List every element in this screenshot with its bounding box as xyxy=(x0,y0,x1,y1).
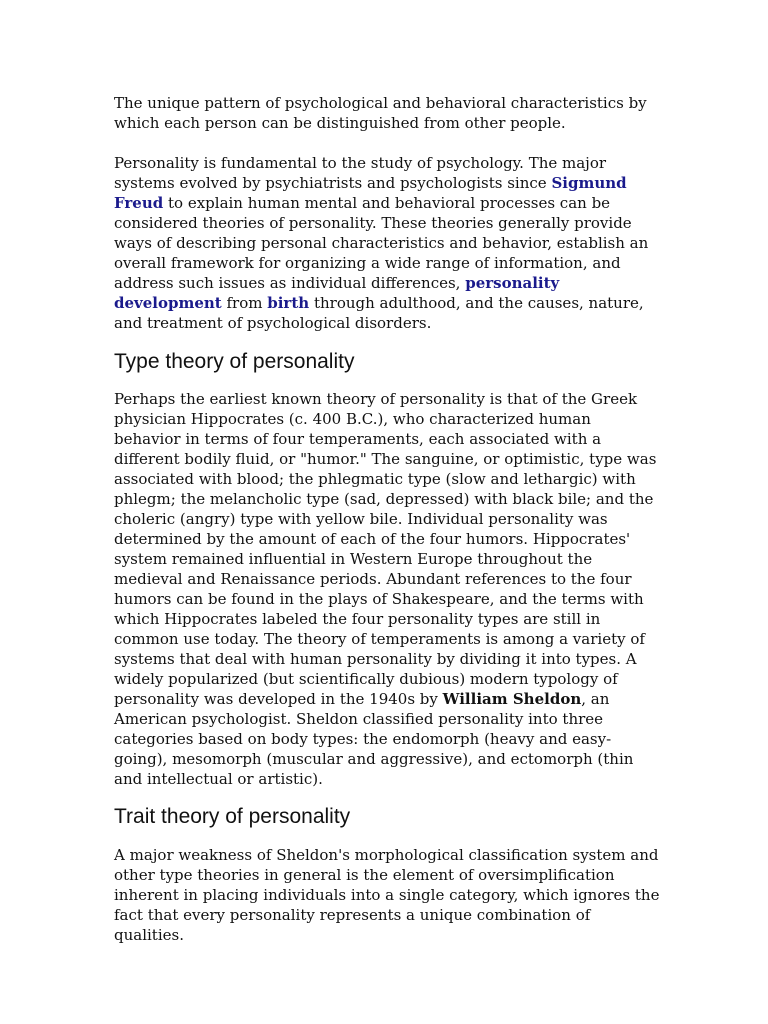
intro-text-2: to explain human mental and behavioral processes can be considered theories of personality. These theories generally provide ways of describing personal characteristics and behavior, establish an overall framework for organizing a wide range of information, and address such issues as individual differences, xyxy=(114,194,649,292)
definition-paragraph: The unique pattern of psychological and behavioral characteristics by which each person can be distinguished from other people. xyxy=(114,94,647,132)
document-body xyxy=(114,93,660,945)
type-theory-text-1: Perhaps the earliest known theory of personality is that of the Greek physician Hippocrates (c. 400 B.C.), who characterized human behavior in terms of four temperaments, each associated with a different bodily fluid, or "humor." The sanguine, or optimistic, type was associated with blood; the phlegmatic type (slow and lethargic) with phlegm; the melancholic type (sad, depressed) with black bile; and the choleric (angry) type with yellow bile. Individual personality was determined by the amount of each of the four humors. Hippocrates' system remained influential in Western Europe throughout the medieval and Renaissance periods. Abundant references to the four humors can be found in the plays of Shakespeare, and the terms with which Hippocrates labeled the four personality types are still in common use today. The theory of temperaments is among a variety of systems that deal with human personality by dividing it into types. A widely popularized (but scientifically dubious) modern typology of personality was developed in the 1940s by xyxy=(114,390,657,708)
intro-text-1: Personality is fundamental to the study of psychology. The major systems evolved by psychiatrists and psychologists since xyxy=(114,154,607,192)
type-theory-paragraph xyxy=(114,389,660,789)
heading-type-theory: Type theory of personality xyxy=(114,350,355,373)
link-personality-development[interactable]: personality development xyxy=(114,274,560,312)
heading-trait-theory: Trait theory of personality xyxy=(114,805,351,828)
intro-text-4: through adulthood, and the causes, nature, and treatment of psychological disorders. xyxy=(114,294,644,332)
type-theory-text-2: , an American psychologist. Sheldon classified personality into three categories based on body types: the endomorph (heavy and easy-going), mesomorph (muscular and aggressive), and ectomorph (thin and intellectual or artistic). xyxy=(114,690,634,788)
intro-text-3: from xyxy=(221,294,268,312)
link-birth[interactable]: birth xyxy=(267,294,310,312)
trait-theory-paragraph: A major weakness of Sheldon's morphological classification system and other type theories in general is the element of oversimplification inherent in placing individuals into a single category, which ignores the fact that every personality represents a unique combination of qualities. xyxy=(114,846,660,944)
intro-paragraph xyxy=(114,153,660,333)
link-sigmund-freud[interactable]: Sigmund Freud xyxy=(114,174,627,212)
name-william-sheldon: William Sheldon xyxy=(442,690,582,708)
